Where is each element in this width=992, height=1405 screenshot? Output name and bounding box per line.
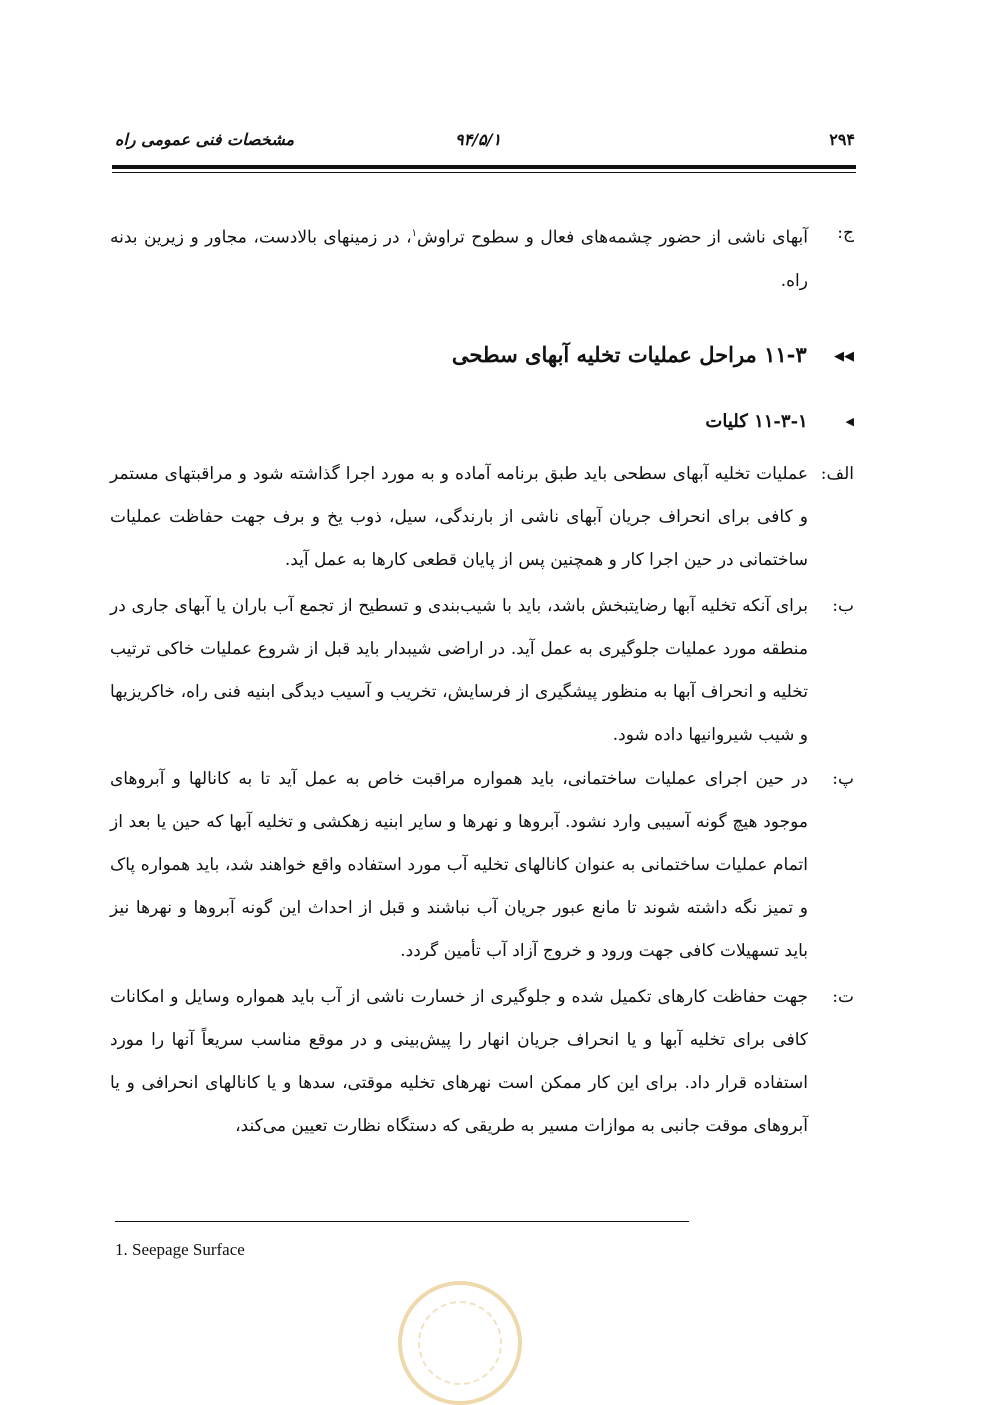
text-before-ref: آبهای ناشی از حضور چشمه‌های فعال و سطوح تراوش [416, 227, 808, 248]
list-marker: ت: [832, 987, 854, 1007]
list-item-be [110, 585, 854, 757]
section-title: مراحل عملیات تخلیه آبهای سطحی [451, 342, 757, 367]
arrow-icon: ◀ [845, 415, 854, 428]
footnote: 1. Seepage Surface [115, 1240, 245, 1259]
subsection-number: ۱۱-۳-۱ [754, 411, 808, 432]
text-after-ref: ، در زمینهای بالادست، مجاور و زیرین بدنه راه. [110, 227, 808, 291]
subsection-title: کلیات [705, 411, 748, 432]
header-rule-thin [112, 172, 856, 173]
list-marker: ب: [832, 596, 854, 616]
list-item-pe [110, 758, 854, 973]
double-arrow-icon: ◀◀ [834, 349, 854, 364]
header-date: ۹۴/۵/۱ [455, 130, 502, 149]
subsection-heading [705, 407, 854, 437]
list-item-text: عملیات تخلیه آبهای سطحی باید طبق برنامه آماده و به مورد اجرا گذاشته شود و مراقبتهای مستمر و کافی برای انحراف جریان آبهای ناشی از بارندگی، سیل، ذوب یخ و برف جهت حفاظت عملیات ساختمانی در حین اجرا کار و همچنین پس از پایان قطعی کارها به عمل آید. [110, 464, 808, 570]
list-item-te [110, 976, 854, 1148]
list-item-jeem [110, 212, 854, 303]
section-heading [452, 340, 854, 372]
list-item-text: در حین اجرای عملیات ساختمانی، باید همواره مراقبت خاص به عمل آید تا به کانالها و آبروهای موجود هیچ گونه آسیبی وارد نشود. آبروها و نهرها و سایر ابنیه زهکشی و تخلیه آبها که حین یا بعد از اتمام عملیات ساختمانی به عنوان کانالهای تخلیه آب مورد استفاده واقع خواهند شد، باید همواره پاک و تمیز نگه داشته شوند تا مانع عبور جریان آب نباشند و قبل از احداث این گونه آبروها و نهرها نیز باید تسهیلات کافی جهت ورود و خروج آزاد آب تأمین گردد. [110, 769, 808, 961]
list-item-text: برای آنکه تخلیه آبها رضایتبخش باشد، باید با شیب‌بندی و تسطیح از تجمع آب باران یا آبهای جاری در منطقه مورد عملیات جلوگیری به عمل آید. در اراضی شیبدار باید قبل از شروع عملیات خاکی ترتیب تخلیه و انحراف آبها به منظور پیشگیری از فرسایش، تخریب و آسیب دیدگی ابنیه فنی راه، خاکریزیها و شیب شیروانیها داده شود. [110, 596, 808, 745]
list-marker: ج: [837, 223, 854, 243]
list-item-text: جهت حفاظت کارهای تکمیل شده و جلوگیری از خسارت ناشی از آب باید همواره وسایل و امکانات کافی برای تخلیه آبها و یا انحراف جریان انهار را پیش‌بینی و در موقع مناسب سریعاً آنها را مورد استفاده قرار داد. برای این کار ممکن است نهرهای تخلیه موقتی، سدها و یا کانالهای انحرافی و یا آبروهای موقت جانبی به موازات مسیر به طریقی که دستگاه نظارت تعیین می‌کند، [110, 987, 808, 1136]
list-item-alef [110, 453, 854, 582]
page-number: ۲۹۴ [829, 130, 855, 149]
list-marker: پ: [832, 769, 854, 789]
footnote-ref: ۱ [411, 228, 417, 239]
seal-watermark-icon [398, 1281, 522, 1405]
list-item-text [110, 212, 808, 303]
seal-inner-ring [418, 1301, 502, 1385]
header-rule-thick [112, 165, 856, 169]
section-number: ۱۱-۳ [764, 342, 807, 367]
list-marker: الف: [820, 464, 854, 484]
header-title: مشخصات فنی عمومی راه [115, 130, 295, 149]
footnote-rule [115, 1221, 689, 1222]
